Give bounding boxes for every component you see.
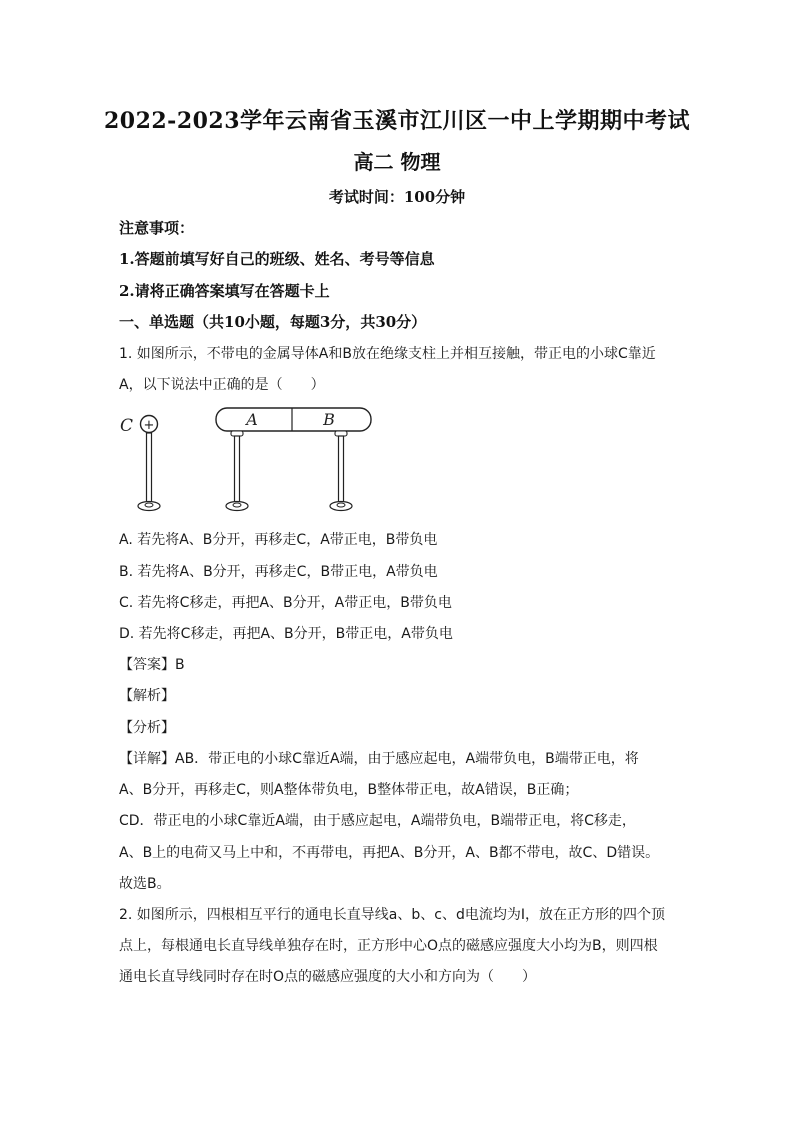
figure-label-c: C bbox=[120, 416, 134, 436]
detail-line: A、B上的电荷又马上中和，不再带电，再把A、B分开，A、B都不带电，故C、D错误。 bbox=[119, 845, 660, 861]
conductor-ab bbox=[216, 408, 371, 431]
question-2-stem-line: 通电长直导线同时存在时O点的磁感应强度的大小和方向为（ ） bbox=[119, 969, 537, 985]
page-title: 2022-2023学年云南省玉溪市江川区一中上学期期中考试 bbox=[103, 108, 691, 134]
plus-sign-icon: + bbox=[143, 418, 155, 433]
question-2-stem-line: 点上，每根通电长直导线单独存在时，正方形中心O点的磁感应强度大小均为B，则四根 bbox=[119, 938, 658, 954]
stand-b-pole bbox=[339, 436, 344, 502]
section-heading: 一、单选题（共10小题，每题3分，共30分） bbox=[119, 313, 427, 331]
stand-a-pole bbox=[235, 436, 240, 502]
question-1-option-b: B. 若先将A、B分开，再移走C，B带正电，A带负电 bbox=[119, 564, 438, 580]
detail-line: CD．带正电的小球C靠近A端，由于感应起电，A端带负电，B端带正电，将C移走， bbox=[119, 813, 636, 829]
exam-time: 考试时间：100分钟 bbox=[328, 188, 466, 206]
question-2-stem-line: 2. 如图所示，四根相互平行的通电长直导线a、b、c、d电流均为I，放在正方形的四个顶 bbox=[119, 907, 665, 923]
question-1-stem-line: 1. 如图所示，不带电的金属导体A和B放在绝缘支柱上并相互接触，带正电的小球C靠近 bbox=[119, 346, 656, 362]
question-1-option-c: C. 若先将C移走，再把A、B分开，A带正电，B带负电 bbox=[119, 595, 452, 611]
notice-item: 2.请将正确答案填写在答题卡上 bbox=[119, 282, 330, 300]
figure-label-a: A bbox=[246, 410, 258, 429]
question-1-stem-line: A，以下说法中正确的是（ ） bbox=[119, 377, 325, 393]
stand-c-pole bbox=[147, 433, 152, 502]
analysis-label: 【解析】 bbox=[119, 688, 175, 704]
detail-line: 故选B。 bbox=[119, 876, 171, 892]
page-subtitle: 高二 物理 bbox=[353, 150, 441, 174]
fenxi-label: 【分析】 bbox=[119, 720, 175, 736]
notice-item: 1.答题前填写好自己的班级、姓名、考号等信息 bbox=[119, 250, 435, 268]
notice-heading: 注意事项： bbox=[119, 219, 195, 237]
question-1-option-a: A. 若先将A、B分开，再移走C，A带正电，B带负电 bbox=[119, 532, 438, 548]
question-1-figure bbox=[112, 404, 382, 516]
detail-line: 【详解】AB．带正电的小球C靠近A端，由于感应起电，A端带负电，B端带正电，将 bbox=[119, 751, 639, 767]
detail-line: A、B分开，再移走C，则A整体带负电，B整体带正电，故A错误，B正确； bbox=[119, 782, 579, 798]
answer-label: 【答案】B bbox=[119, 657, 185, 673]
figure-label-b: B bbox=[323, 410, 335, 429]
question-1-option-d: D. 若先将C移走，再把A、B分开，B带正电，A带负电 bbox=[119, 626, 453, 642]
